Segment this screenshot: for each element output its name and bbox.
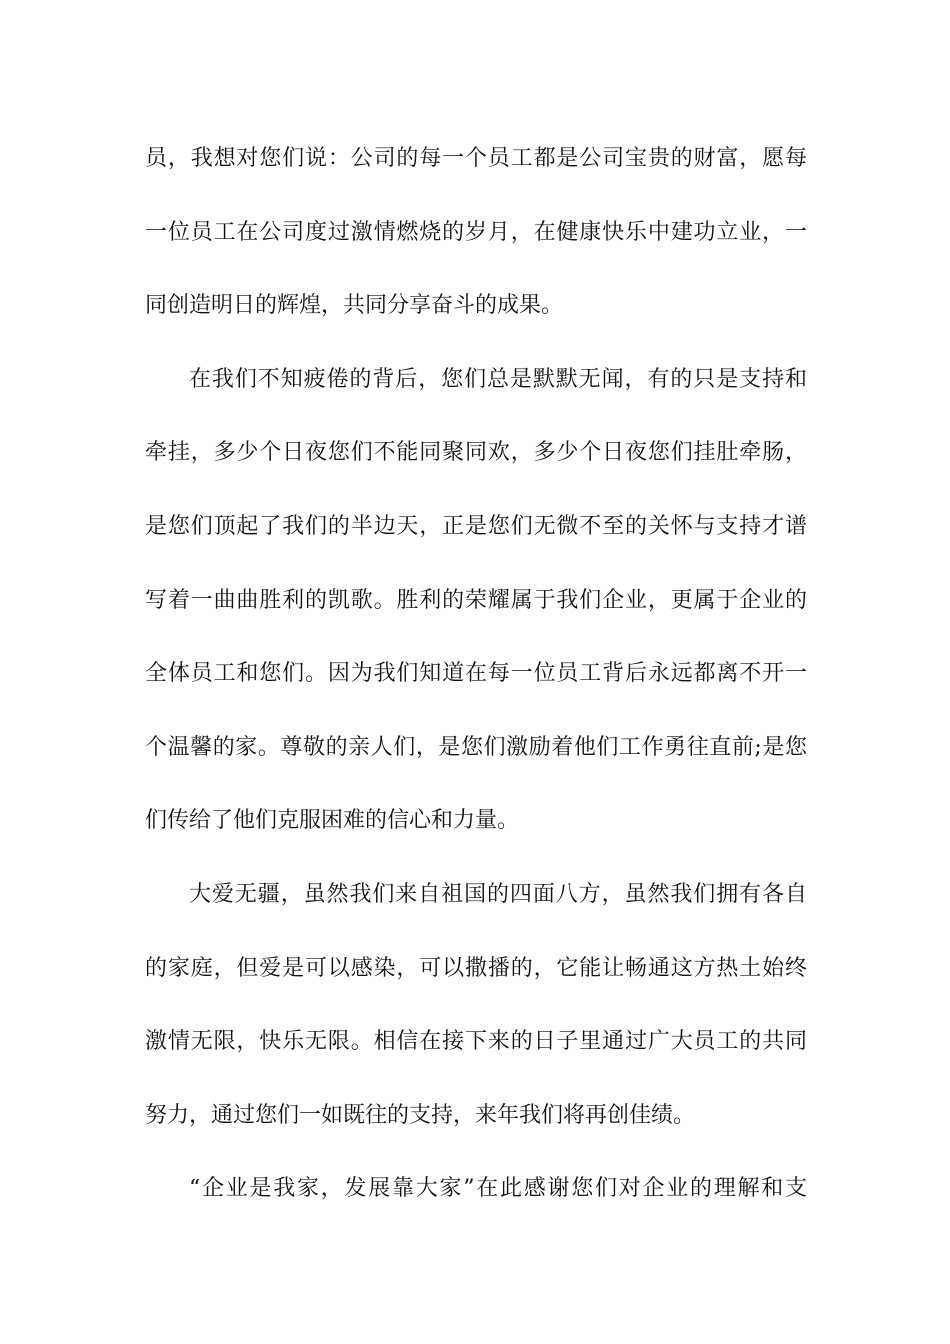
text-line: “企业是我家，发展靠大家”在此感谢您们对企业的理解和支 (189, 1176, 807, 1202)
text-line: 员，我想对您们说：公司的每一个员工都是公司宝贵的财富，愿每 (145, 146, 807, 171)
text-line: 大爱无疆，虽然我们来自祖国的四面八方，虽然我们拥有各自 (189, 881, 807, 907)
text-line: 激情无限，快乐无限。相信在接下来的日子里通过广大员工的共同 (145, 1029, 807, 1055)
text-line: 在我们不知疲倦的背后，您们总是默默无闻，有的只是支持和 (189, 366, 807, 392)
text-line: 是您们顶起了我们的半边天，正是您们无微不至的关怀与支持才谱 (145, 513, 807, 539)
text-line: 全体员工和您们。因为我们知道在每一位员工背后永远都离不开一 (145, 661, 807, 687)
text-line: 们传给了他们克服困难的信心和力量。 (145, 808, 520, 834)
text-line: 的家庭，但爱是可以感染，可以撒播的，它能让畅通这方热土始终 (145, 955, 807, 981)
text-line: 努力，通过您们一如既往的支持，来年我们将再创佳绩。 (145, 1102, 696, 1128)
text-line: 牵挂，多少个日夜您们不能同聚同欢，多少个日夜您们挂肚牵肠， (145, 440, 807, 466)
text-line: 同创造明日的辉煌，共同分享奋斗的成果。 (145, 293, 564, 319)
text-line: 一位员工在公司度过激情燃烧的岁月，在健康快乐中建功立业，一 (145, 219, 807, 245)
document-body (145, 122, 807, 1226)
text-line: 写着一曲曲胜利的凯歌。胜利的荣耀属于我们企业，更属于企业的 (145, 587, 807, 613)
text-line: 个温馨的家。尊敬的亲人们，是您们激励着他们工作勇往直前;是您 (145, 734, 807, 760)
